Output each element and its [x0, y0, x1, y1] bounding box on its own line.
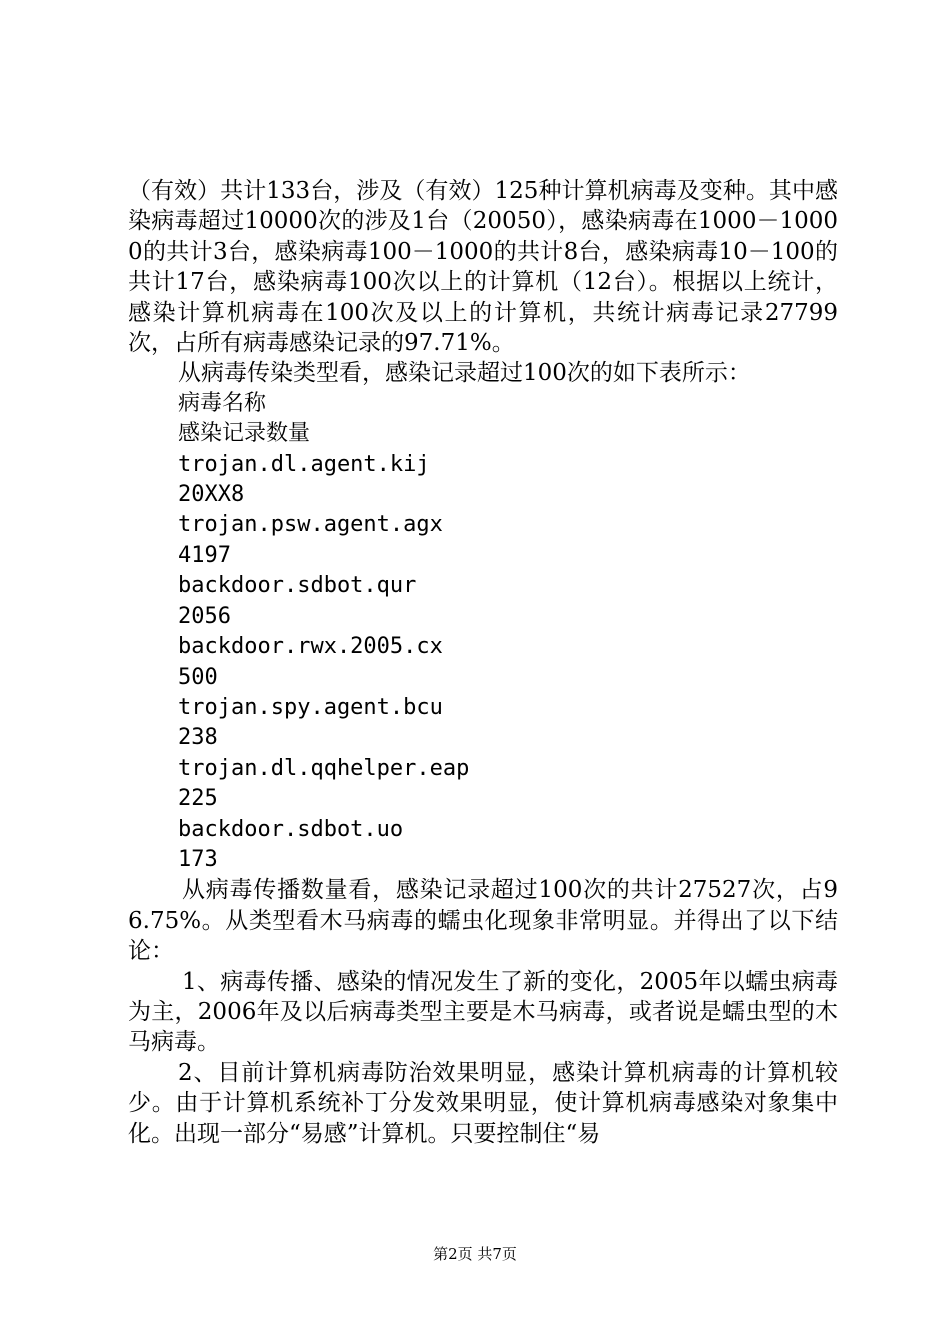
table-cell-count: 173	[178, 846, 218, 872]
table-cell-count: 20XX8	[178, 482, 245, 508]
virus-table	[128, 389, 838, 876]
table-header-count: 感染记录数量	[178, 421, 311, 447]
page-footer: 第2页 共7页	[433, 1245, 517, 1263]
table-cell-name: trojan.spy.agent.bcu	[178, 694, 443, 720]
paragraph-conclusion-1: 1、病毒传播、感染的情况发生了新的变化，2005年以蠕虫病毒为主，2006年及以后病毒类型主要是木马病毒，或者说是蠕虫型的木马病毒。	[128, 968, 838, 1056]
table-cell-count: 2056	[178, 603, 231, 629]
table-cell-count: 238	[178, 725, 218, 751]
table-cell-name: trojan.dl.qqhelper.eap	[178, 755, 470, 781]
table-header-name: 病毒名称	[178, 390, 267, 416]
table-cell-name: backdoor.sdbot.qur	[178, 573, 417, 599]
table-cell-count: 225	[178, 786, 218, 812]
body-text	[128, 176, 838, 1149]
paragraph-propagation: 从病毒传播数量看，感染记录超过100次的共计27527次，占96.75%。从类型看木马病毒的蠕虫化现象非常明显。并得出了以下结论：	[128, 877, 838, 965]
table-cell-name: backdoor.rwx.2005.cx	[178, 634, 443, 660]
table-cell-count: 4197	[178, 542, 231, 568]
table-cell-name: trojan.dl.agent.kij	[178, 451, 430, 477]
paragraph-table-intro: 从病毒传染类型看，感染记录超过100次的如下表所示：	[178, 360, 751, 387]
table-cell-count: 500	[178, 664, 218, 690]
paragraph-conclusion-2: 2、目前计算机病毒防治效果明显，感染计算机病毒的计算机较少。由于计算机系统补丁分发效果明显，使计算机病毒感染对象集中化。出现一部分“易感”计算机。只要控制住“易	[128, 1059, 838, 1147]
table-cell-name: backdoor.sdbot.uo	[178, 816, 404, 842]
paragraph-statistics: （有效）共计133台，涉及（有效）125种计算机病毒及变种。其中感染病毒超过10000次的涉及1台（20050），感染病毒在1000－10000的共计3台，感染病毒100－1000的共计8台，感染病毒10－100的共计17台，感染病毒100次以上的计算机（12台）。根据以上统计，感染计算机病毒在100次及以上的计算机，共统计病毒记录27799次，占所有病毒感染记录的97.71%。	[128, 178, 838, 357]
table-cell-name: trojan.psw.agent.agx	[178, 512, 443, 538]
